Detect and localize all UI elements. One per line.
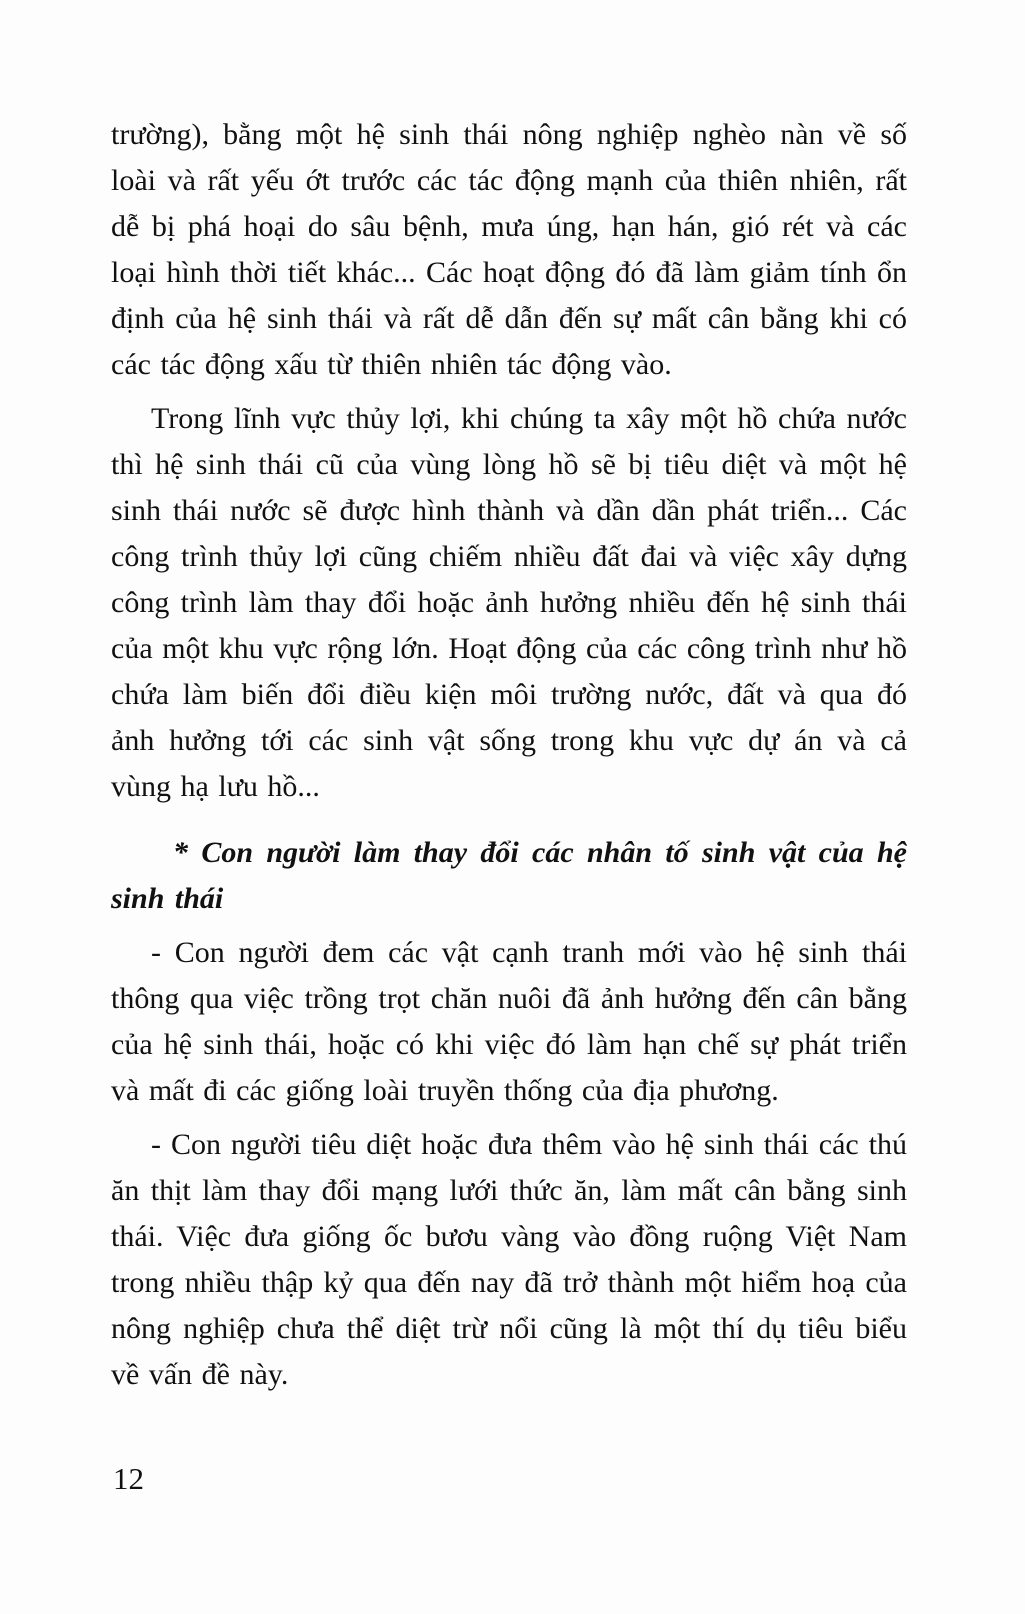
paragraph-ecosystem-fragility: trường), bằng một hệ sinh thái nông nghiệp nghèo nàn về số loài và rất yếu ớt trước các tác động mạnh của thiên nhiên, rất dễ bị phá hoại do sâu bệnh, mưa úng, hạn hán, gió rét và các loại hình thời tiết khác... Các hoạt động đó đã làm giảm tính ổn định của hệ sinh thái và rất dễ dẫn đến sự mất cân bằng khi có các tác động xấu từ thiên nhiên tác động vào. [111,118,907,381]
page-number: 12 [113,1461,144,1496]
paragraph-irrigation-reservoirs: Trong lĩnh vực thủy lợi, khi chúng ta xây một hồ chứa nước thì hệ sinh thái cũ của vùng lòng hồ sẽ bị tiêu diệt và một hệ sinh thái nước sẽ được hình thành và dần dần phát triển... Các công trình thủy lợi cũng chiếm nhiều đất đai và việc xây dựng công trình làm thay đổi hoặc ảnh hưởng nhiều đến hệ sinh thái của một khu vực rộng lớn. Hoạt động của các công trình như hồ chứa làm biến đổi điều kiện môi trường nước, đất và qua đó ảnh hưởng tới các sinh vật sống trong khu vực dự án và cả vùng hạ lưu hồ... [111,402,907,803]
paragraph-predators-golden-snail: - Con người tiêu diệt hoặc đưa thêm vào hệ sinh thái các thú ăn thịt làm thay đổi mạng lưới thức ăn, làm mất cân bằng sinh thái. Việc đưa giống ốc bươu vàng vào đồng ruộng Việt Nam trong nhiều thập kỷ qua đến nay đã trở thành một hiểm hoạ của nông nghiệp chưa thể diệt trừ nổi cũng là một thí dụ tiêu biểu về vấn đề này. [111,1128,907,1391]
paragraph-competition-species: - Con người đem các vật cạnh tranh mới vào hệ sinh thái thông qua việc trồng trọt chăn nuôi đã ảnh hưởng đến cân bằng của hệ sinh thái, hoặc có khi việc đó làm hạn chế sự phát triển và mất đi các giống loài truyền thống của địa phương. [111,936,907,1107]
section-heading-human-biotic-factors: * Con người làm thay đổi các nhân tố sinh vật của hệ sinh thái [111,836,907,915]
